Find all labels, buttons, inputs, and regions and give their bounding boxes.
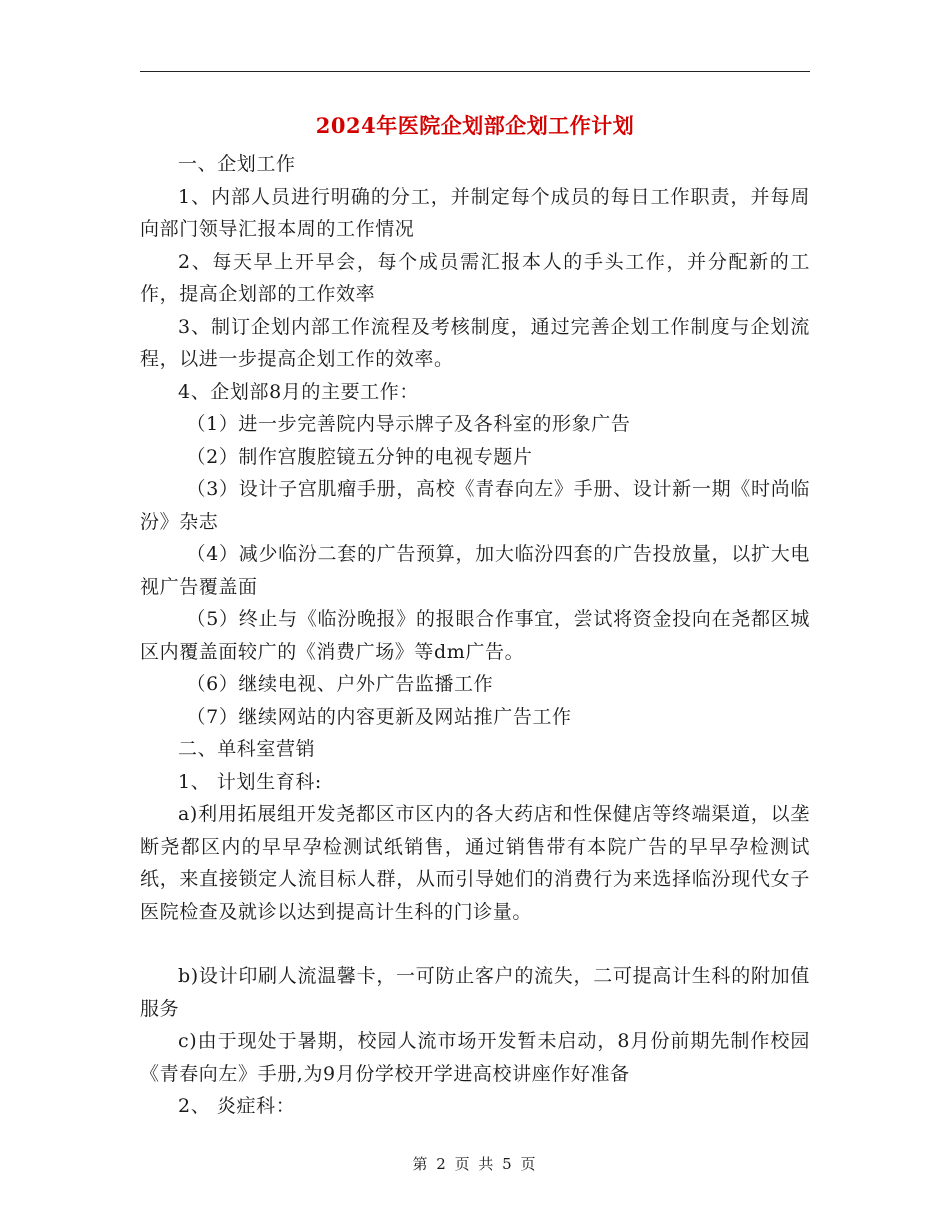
document-body <box>140 148 810 1123</box>
page-number: 第 2 页 共 5 页 <box>412 1155 538 1173</box>
paragraph-item-1: 1、内部人员进行明确的分工，并制定每个成员的每日工作职责，并每周向部门领导汇报本周的工作情况 <box>140 185 810 240</box>
section-heading-planning: 一、企划工作 <box>178 153 296 175</box>
paragraph-item-2: 2、每天早上开早会，每个成员需汇报本人的手头工作，并分配新的工作，提高企划部的工作效率 <box>140 250 810 305</box>
paragraph-inflammation: 2、 炎症科： <box>178 1095 296 1117</box>
sub-item-6: （6）继续电视、户外广告监播工作 <box>186 673 494 695</box>
sub-item-1: （1）进一步完善院内导示牌子及各科室的形象广告 <box>186 413 631 435</box>
paragraph-point-c: c)由于现处于暑期，校园人流市场开发暂未启动，8月份前期先制作校园《青春向左》手册,为9月份学校开学进高校讲座作好准备 <box>140 1030 810 1085</box>
header-rule <box>140 71 810 72</box>
paragraph-family-planning: 1、 计划生育科: <box>178 770 322 793</box>
document-title: 2024年医院企划部企划工作计划 <box>315 113 635 138</box>
paragraph-point-a: a)利用拓展组开发尧都区市区内的各大药店和性保健店等终端渠道，以垄断尧都区内的早早孕检测试纸销售，通过销售带有本院广告的早早孕检测试纸，来直接锁定人流目标人群，从而引导她们的消费行为来选择临汾现代女子医院检查及就诊以达到提高计生科的门诊量。 <box>140 803 810 923</box>
paragraph-point-b: b)设计印刷人流温馨卡，一可防止客户的流失，二可提高计生科的附加值服务 <box>140 965 810 1020</box>
paragraph-item-3: 3、制订企划内部工作流程及考核制度，通过完善企划工作制度与企划流程，以进一步提高企划工作的效率。 <box>140 315 810 370</box>
sub-item-3: （3）设计子宫肌瘤手册，高校《青春向左》手册、设计新一期《时尚临汾》杂志 <box>140 478 810 533</box>
section-heading-marketing: 二、单科室营销 <box>178 738 316 760</box>
sub-item-7: （7）继续网站的内容更新及网站推广告工作 <box>186 705 572 728</box>
paragraph-spacer <box>140 928 810 960</box>
sub-item-2: （2）制作宫腹腔镜五分钟的电视专题片 <box>186 445 533 468</box>
paragraph-item-4: 4、企划部8月的主要工作： <box>178 380 419 403</box>
sub-item-5: （5）终止与《临汾晚报》的报眼合作事宜，尝试将资金投向在尧都区城区内覆盖面较广的《消费广场》等dm广告。 <box>140 608 810 663</box>
sub-item-4: （4）减少临汾二套的广告预算，加大临汾四套的广告投放量，以扩大电视广告覆盖面 <box>140 543 810 598</box>
